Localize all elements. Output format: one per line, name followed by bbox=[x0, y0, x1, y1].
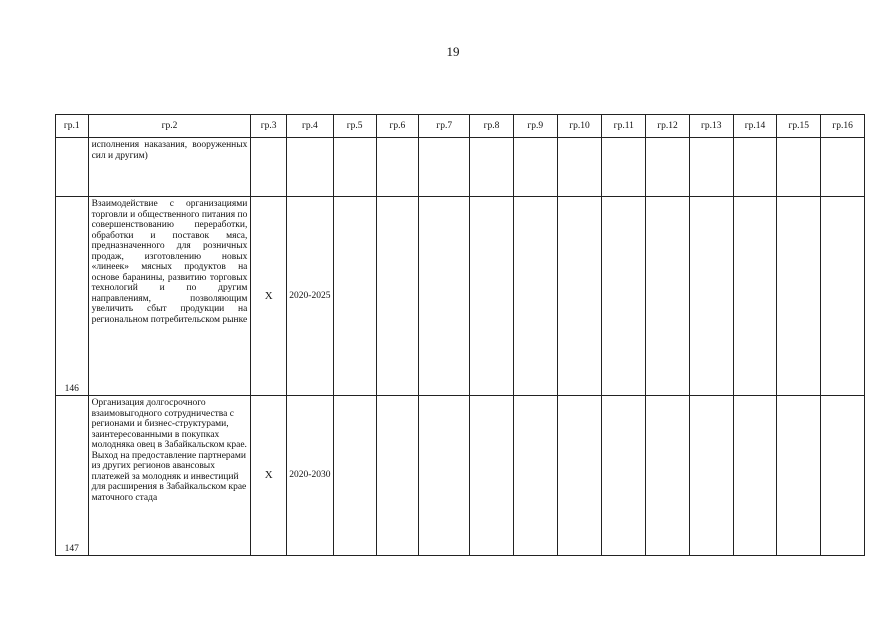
page-number: 19 bbox=[446, 44, 460, 59]
empty-cell bbox=[777, 197, 821, 396]
empty-cell bbox=[689, 396, 733, 556]
empty-cell bbox=[513, 396, 557, 556]
empty-cell bbox=[333, 197, 376, 396]
header-gr7: гр.7 bbox=[419, 115, 470, 138]
row-gr4: 2020-2030 bbox=[286, 396, 333, 556]
row-description: исполнения наказания, вооруженных сил и другим) bbox=[88, 138, 251, 197]
row-gr3: Х bbox=[251, 197, 287, 396]
empty-cell bbox=[689, 197, 733, 396]
row-number: 147 bbox=[56, 396, 89, 556]
empty-cell bbox=[602, 197, 646, 396]
row-gr3: Х bbox=[251, 396, 287, 556]
empty-cell bbox=[777, 138, 821, 197]
empty-cell bbox=[419, 138, 470, 197]
header-gr11: гр.11 bbox=[602, 115, 646, 138]
empty-cell bbox=[821, 396, 865, 556]
header-gr5: гр.5 bbox=[333, 115, 376, 138]
empty-cell bbox=[333, 138, 376, 197]
empty-cell bbox=[646, 396, 690, 556]
empty-cell bbox=[557, 396, 602, 556]
table-row bbox=[56, 138, 865, 197]
empty-cell bbox=[821, 138, 865, 197]
empty-cell bbox=[470, 197, 514, 396]
empty-cell bbox=[821, 197, 865, 396]
header-gr3: гр.3 bbox=[251, 115, 287, 138]
header-gr8: гр.8 bbox=[470, 115, 514, 138]
header-gr16: гр.16 bbox=[821, 115, 865, 138]
row-number bbox=[56, 138, 89, 197]
empty-cell bbox=[333, 396, 376, 556]
empty-cell bbox=[470, 138, 514, 197]
empty-cell bbox=[557, 197, 602, 396]
empty-cell bbox=[470, 396, 514, 556]
header-gr15: гр.15 bbox=[777, 115, 821, 138]
table-row bbox=[56, 197, 865, 396]
data-table bbox=[55, 114, 865, 556]
header-gr2: гр.2 bbox=[88, 115, 251, 138]
empty-cell bbox=[513, 197, 557, 396]
empty-cell bbox=[419, 396, 470, 556]
empty-cell bbox=[513, 138, 557, 197]
empty-cell bbox=[777, 396, 821, 556]
empty-cell bbox=[646, 197, 690, 396]
row-description: Организация долгосрочного взаимовыгодного сотрудничества с регионами и бизнес-структурами, заинтересованными в покупках молодняка овец в Забайкальском крае. Выход на предоставление партнерами из других регионов авансовых платежей за молодняк и инвестиций для расширения в Забайкальском крае маточного стада bbox=[88, 396, 251, 556]
empty-cell bbox=[602, 396, 646, 556]
empty-cell bbox=[733, 396, 777, 556]
empty-cell bbox=[689, 138, 733, 197]
header-gr13: гр.13 bbox=[689, 115, 733, 138]
empty-cell bbox=[419, 197, 470, 396]
header-row bbox=[56, 115, 865, 138]
empty-cell bbox=[557, 138, 602, 197]
row-gr3 bbox=[251, 138, 287, 197]
row-gr4: 2020-2025 bbox=[286, 197, 333, 396]
empty-cell bbox=[376, 138, 419, 197]
empty-cell bbox=[376, 396, 419, 556]
empty-cell bbox=[733, 138, 777, 197]
header-gr6: гр.6 bbox=[376, 115, 419, 138]
empty-cell bbox=[376, 197, 419, 396]
row-number: 146 bbox=[56, 197, 89, 396]
header-gr10: гр.10 bbox=[557, 115, 602, 138]
header-gr14: гр.14 bbox=[733, 115, 777, 138]
header-gr1: гр.1 bbox=[56, 115, 89, 138]
empty-cell bbox=[646, 138, 690, 197]
table-row bbox=[56, 396, 865, 556]
row-description: Взаимодействие с организациями торговли и общественного питания по совершенствованию переработки, обработки и поставок мяса, предназначенного для розничных продаж, изготовлению новых «линеек» мясных продуктов на основе баранины, развитию торговых технологий и по другим направлениям, позволяющим увеличить сбыт продукции на региональном потребительском рынке bbox=[88, 197, 251, 396]
header-gr12: гр.12 bbox=[646, 115, 690, 138]
row-gr4 bbox=[286, 138, 333, 197]
empty-cell bbox=[733, 197, 777, 396]
header-gr9: гр.9 bbox=[513, 115, 557, 138]
empty-cell bbox=[602, 138, 646, 197]
header-gr4: гр.4 bbox=[286, 115, 333, 138]
